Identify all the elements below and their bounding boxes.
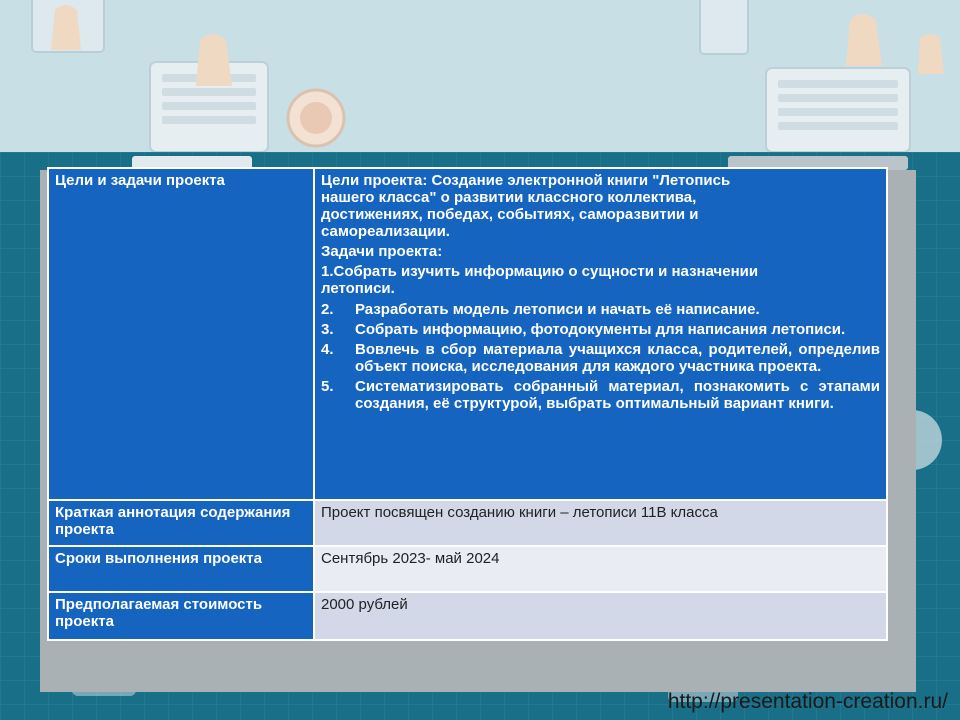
label-annotation: Краткая аннотация содержания проекта xyxy=(48,500,314,546)
timeline-value: Сентябрь 2023- май 2024 xyxy=(314,546,887,592)
task-number: 3. xyxy=(321,321,334,338)
task-text: Вовлечь в сбор материала учащихся класса, родителей, определив объект поиска, исследования для каждого участника проекта. xyxy=(355,341,880,375)
table-row-goals xyxy=(48,168,887,500)
background-top xyxy=(0,0,960,152)
goal-line: нашего класса" о развитии классного коллектива, xyxy=(321,189,697,206)
task-text: Систематизировать собранный материал, познакомить с этапами создания, её структурой, выбрать оптимальный вариант книги. xyxy=(355,378,880,412)
hand-far-right xyxy=(918,34,944,74)
annotation-value: Проект посвящен созданию книги – летописи 11В класса xyxy=(314,500,887,546)
task-list xyxy=(321,301,880,412)
table-row-cost xyxy=(48,592,887,640)
table-row-annotation xyxy=(48,500,887,546)
list-item xyxy=(321,321,880,338)
label-timeline: Сроки выполнения проекта xyxy=(48,546,314,592)
cost-value: 2000 рублей xyxy=(314,592,887,640)
device-right xyxy=(700,0,748,54)
tasks-heading: Задачи проекта: xyxy=(321,243,443,260)
coffee-cup-inner xyxy=(300,102,332,134)
label-goals: Цели и задачи проекта xyxy=(48,168,314,500)
goal-line: Цели проекта: Создание электронной книги "Летопись xyxy=(321,172,731,189)
list-item xyxy=(321,301,880,318)
task-number: 2. xyxy=(321,301,334,318)
task-1-line: 1.Собрать изучить информацию о сущности и назначении xyxy=(321,263,759,280)
project-table xyxy=(47,167,888,641)
task-number: 5. xyxy=(321,378,334,395)
task-number: 4. xyxy=(321,341,334,358)
hand-left xyxy=(51,5,81,50)
task-text: Собрать информацию, фотодокументы для написания летописи. xyxy=(355,321,846,338)
list-item xyxy=(321,341,880,375)
table-row-timeline xyxy=(48,546,887,592)
goal-line: достижениях, победах, событиях, саморазвитии и xyxy=(321,206,699,223)
footer-url[interactable]: http://presentation-creation.ru/ xyxy=(667,690,948,713)
task-text: Разработать модель летописи и начать её написание. xyxy=(355,301,760,318)
goals-cell xyxy=(314,168,887,500)
hand-right xyxy=(846,14,882,66)
office-illustration xyxy=(0,0,960,152)
goal-line: самореализации. xyxy=(321,223,450,240)
list-item xyxy=(321,378,880,412)
hand-center xyxy=(196,34,232,86)
task-1-line: летописи. xyxy=(321,280,395,297)
label-cost: Предполагаемая стоимость проекта xyxy=(48,592,314,640)
